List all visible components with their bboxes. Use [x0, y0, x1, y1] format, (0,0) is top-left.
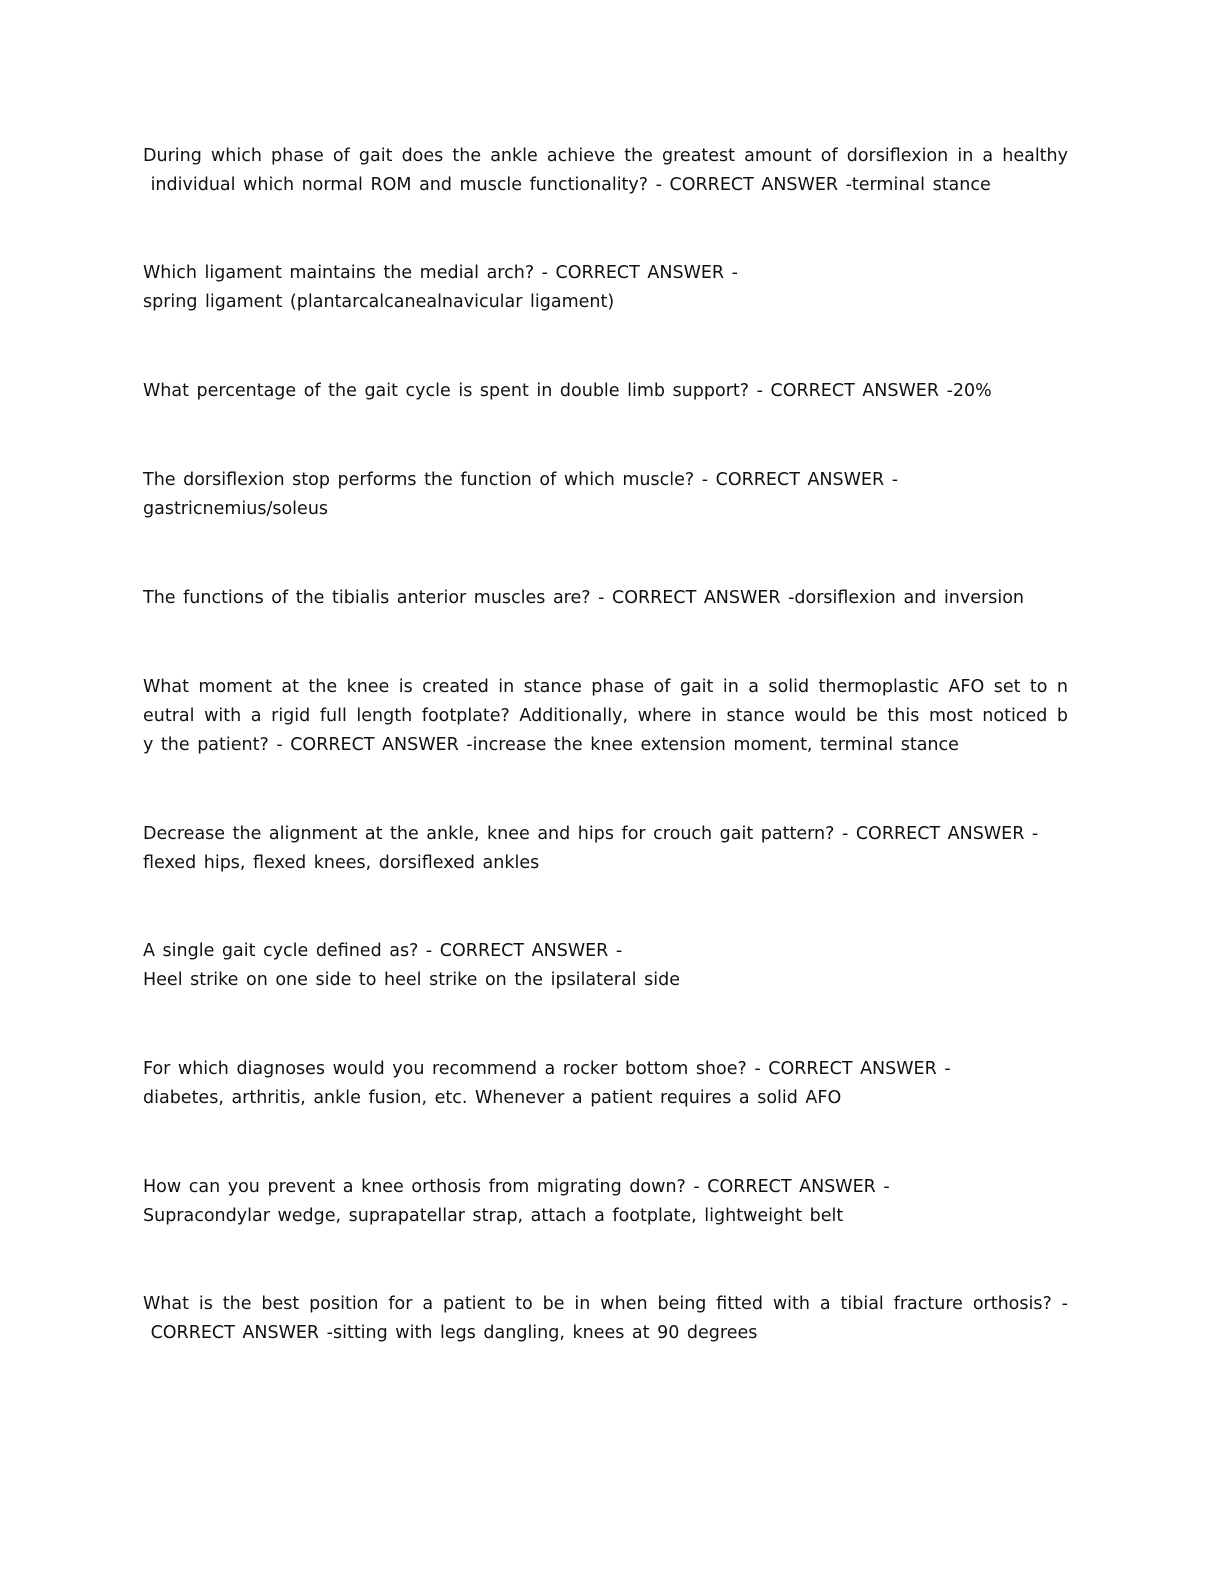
qa-line: The functions of the tibialis anterior muscles are? - CORRECT ANSWER -dorsiflexion and inversion [143, 588, 1024, 608]
qa-line: How can you prevent a knee orthosis from migrating down? - CORRECT ANSWER - [143, 1177, 890, 1197]
qa-line: Which ligament maintains the medial arch? - CORRECT ANSWER - [143, 263, 738, 283]
qa-line: individual which normal ROM and muscle functionality? - CORRECT ANSWER -terminal stance [143, 175, 991, 195]
qa-item [143, 377, 1068, 406]
qa-line: A single gait cycle defined as? - CORRECT ANSWER - [143, 941, 623, 961]
qa-line: The dorsiflexion stop performs the function of which muscle? - CORRECT ANSWER - [143, 470, 899, 490]
qa-line: What percentage of the gait cycle is spent in double limb support? - CORRECT ANSWER -20% [143, 381, 992, 401]
qa-line: eutral with a rigid full length footplate? Additionally, where in stance would be this most noticed b [143, 706, 1068, 726]
qa-item [143, 937, 1068, 995]
qa-item [143, 673, 1068, 760]
qa-line: diabetes, arthritis, ankle fusion, etc. Whenever a patient requires a solid AFO [143, 1088, 842, 1108]
qa-line: gastricnemius/soleus [143, 499, 329, 519]
qa-line: spring ligament (plantarcalcanealnavicular ligament) [143, 292, 615, 312]
qa-line: Supracondylar wedge, suprapatellar strap, attach a footplate, lightweight belt [143, 1206, 844, 1226]
qa-line: Decrease the alignment at the ankle, knee and hips for crouch gait pattern? - CORRECT ANSWER - [143, 824, 1039, 844]
qa-line: During which phase of gait does the ankle achieve the greatest amount of dorsiflexion in a healthy [143, 146, 1068, 166]
qa-line: y the patient? - CORRECT ANSWER -increase the knee extension moment, terminal stance [143, 735, 959, 755]
qa-item [143, 259, 1068, 317]
qa-item [143, 1173, 1068, 1231]
qa-item [143, 1055, 1068, 1113]
qa-line: Heel strike on one side to heel strike on the ipsilateral side [143, 970, 680, 990]
qa-line: What is the best position for a patient to be in when being fitted with a tibial fracture orthosis? - [143, 1294, 1068, 1314]
qa-item [143, 142, 1068, 200]
qa-item [143, 820, 1068, 878]
qa-line: flexed hips, flexed knees, dorsiflexed ankles [143, 853, 540, 873]
qa-line: For which diagnoses would you recommend a rocker bottom shoe? - CORRECT ANSWER - [143, 1059, 951, 1079]
qa-item [143, 1290, 1068, 1348]
qa-line: CORRECT ANSWER -sitting with legs dangling, knees at 90 degrees [143, 1323, 758, 1343]
qa-item [143, 584, 1068, 613]
qa-item [143, 466, 1068, 524]
qa-line: What moment at the knee is created in stance phase of gait in a solid thermoplastic AFO set to n [143, 677, 1068, 697]
